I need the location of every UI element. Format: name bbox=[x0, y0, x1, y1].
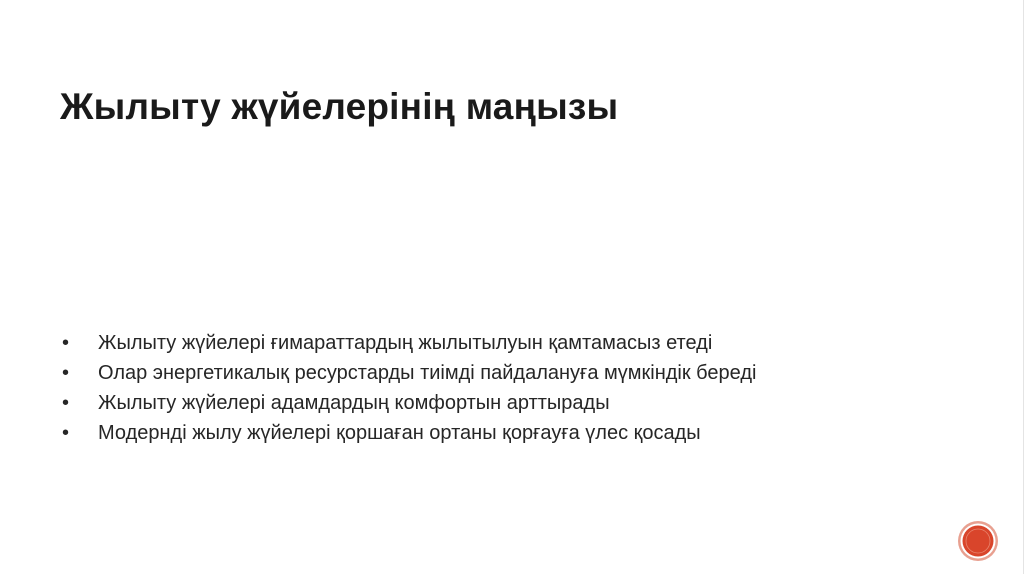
bullet-text: Олар энергетикалық ресурстарды тиімді пайдалануға мүмкіндік береді bbox=[98, 361, 757, 384]
bullet-item bbox=[62, 328, 756, 358]
bullet-item bbox=[62, 358, 756, 388]
bullet-item bbox=[62, 418, 756, 448]
bullet-text: Жылыту жүйелері ғимараттардың жылытылуын қамтамасыз етеді bbox=[98, 331, 713, 354]
bullet-dot-icon: • bbox=[62, 421, 70, 444]
bullet-dot-icon: • bbox=[62, 331, 70, 354]
red-circle-logo-icon bbox=[957, 520, 999, 562]
bullet-item bbox=[62, 388, 756, 418]
bullet-list bbox=[62, 328, 756, 448]
bullet-dot-icon: • bbox=[62, 391, 70, 414]
slide-title: Жылыту жүйелерінің маңызы bbox=[60, 86, 619, 127]
bullet-text: Жылыту жүйелері адамдардың комфортын арттырады bbox=[98, 391, 610, 414]
bullet-text: Модернді жылу жүйелері қоршаған ортаны қорғауға үлес қосады bbox=[98, 421, 701, 444]
bullet-dot-icon: • bbox=[62, 361, 70, 384]
